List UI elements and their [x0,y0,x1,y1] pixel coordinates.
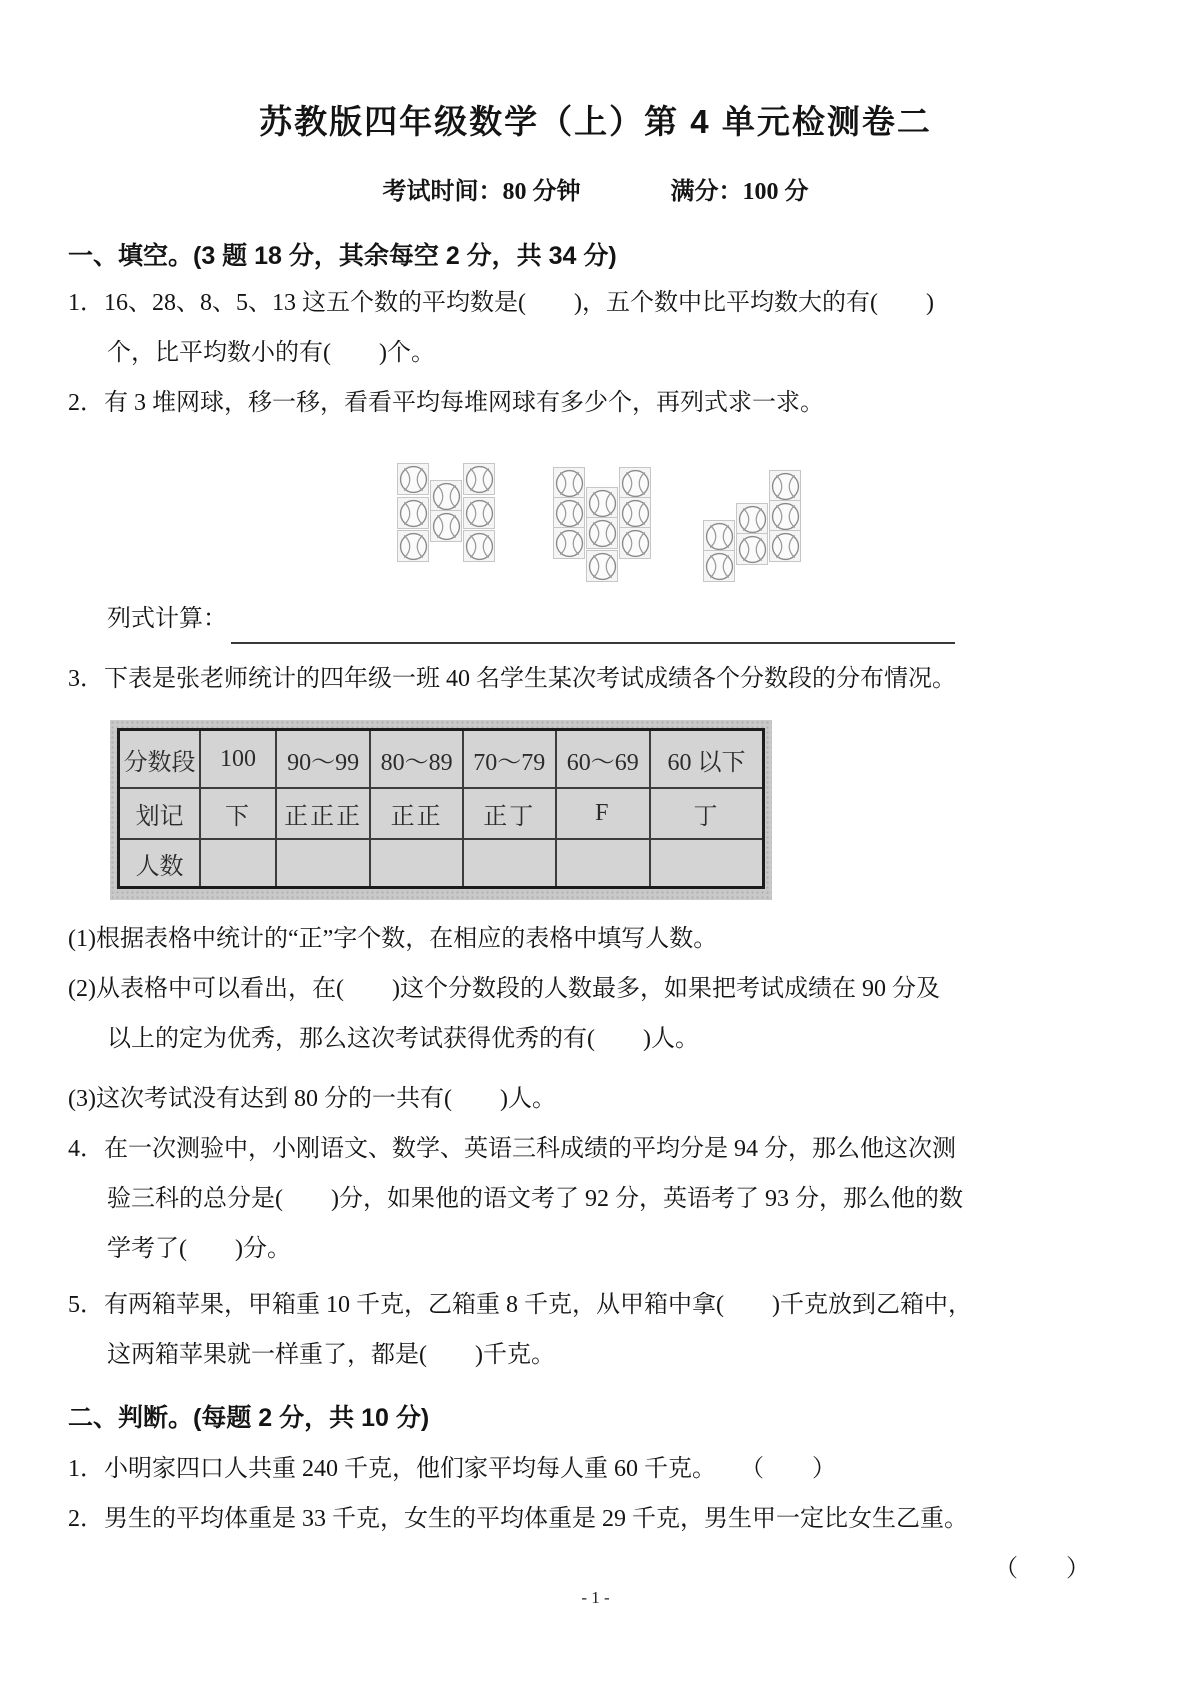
section-judge-heading: 二、判断。(每题 2 分，共 10 分) [68,1404,430,1432]
tally-cell: F [556,788,651,839]
tally-cell: 正丁 [463,788,556,839]
tennis-ball [553,527,585,559]
tennis-ball-pile-1 [397,430,499,588]
tennis-ball-icon [738,535,767,564]
tennis-ball-icon [588,519,617,548]
score-range-cell: 70～79 [463,730,556,789]
tennis-ball-icon [771,532,800,561]
score-range-cell: 60～69 [556,730,651,789]
tennis-ball-icon [465,499,494,528]
tennis-ball [397,497,429,529]
question-5-line-1: 5．有两箱苹果，甲箱重 10 千克，乙箱重 8 千克，从甲箱中拿( )千克放到乙箱中， [68,1292,972,1318]
tennis-ball-pile-2 [553,430,655,588]
tennis-ball [703,550,735,582]
calc-label: 列式计算： [107,606,227,632]
count-cell [200,839,276,888]
tennis-ball [769,530,801,562]
tennis-ball-icon [621,469,650,498]
tennis-ball-icon [588,489,617,518]
tennis-ball-icon [432,512,461,541]
tennis-ball-icon [465,532,494,561]
question-3: 3．下表是张老师统计的四年级一班 40 名学生某次考试成绩各个分数段的分布情况。 [68,666,956,692]
tennis-ball [769,500,801,532]
tennis-ball-icon [771,472,800,501]
question-3-sub-3: (3)这次考试没有达到 80 分的一共有( )人。 [68,1086,556,1112]
count-cell [276,839,371,888]
score-table [117,728,765,889]
question-1-line-1: 1．16、28、8、5、13 这五个数的平均数是( )，五个数中比平均数大的有( ) [68,290,934,316]
judge-2-line-1: 2．男生的平均体重是 33 千克，女生的平均体重是 29 千克，男生甲一定比女生乙重。 [68,1506,968,1532]
tennis-ball [430,510,462,542]
tennis-ball-icon [555,469,584,498]
score-range-cell: 80～89 [370,730,463,789]
tennis-ball [619,467,651,499]
tennis-ball-icon [621,499,650,528]
judge-2-answer: （ ） [994,1556,1090,1582]
tennis-ball-pile-3 [703,430,805,588]
tennis-ball-icon [432,482,461,511]
exam-time-label: 考试时间：80 分钟 [382,179,581,205]
tennis-ball [397,530,429,562]
paper-meta [68,171,1123,206]
count-row [119,839,764,888]
judge-1: 1．小明家四口人共重 240 千克，他们家平均每人重 60 千克。 （ ） [68,1456,836,1482]
tennis-ball [736,533,768,565]
page-number: - 1 - [581,1588,610,1607]
tally-cell: 下 [200,788,276,839]
tennis-balls-figure [68,430,1123,588]
tennis-ball [463,497,495,529]
tennis-ball-icon [555,529,584,558]
count-cell [370,839,463,888]
section-fill-heading: 一、填空。(3 题 18 分，其余每空 2 分，共 34 分) [68,242,617,270]
tennis-ball [703,520,735,552]
question-2: 2．有 3 堆网球，移一移，看看平均每堆网球有多少个，再列式求一求。 [68,390,824,416]
score-range-label-cell: 分数段 [119,730,201,789]
tennis-ball-icon [771,502,800,531]
tennis-ball [769,470,801,502]
score-table-header-row [119,730,764,789]
question-3-sub-1: (1)根据表格中统计的“正”字个数，在相应的表格中填写人数。 [68,926,718,952]
score-table-figure [110,720,772,900]
score-range-cell: 60 以下 [650,730,763,789]
tally-cell: 正正正 [276,788,371,839]
calc-line [68,594,1123,644]
tennis-ball [553,467,585,499]
tennis-ball-icon [465,465,494,494]
question-4-line-2: 验三科的总分是( )分，如果他的语文考了 92 分，英语考了 93 分，那么他的数 [107,1186,963,1212]
count-cell [556,839,651,888]
question-5-line-2: 这两箱苹果就一样重了，都是( )千克。 [107,1342,555,1368]
count-cell [650,839,763,888]
score-range-cell: 90～99 [276,730,371,789]
tally-row [119,788,764,839]
question-3-sub-2-line-2: 以上的定为优秀，那么这次考试获得优秀的有( )人。 [107,1026,699,1052]
tennis-ball [463,463,495,495]
question-3-sub-2-line-1: (2)从表格中可以看出，在( )这个分数段的人数最多，如果把考试成绩在 90 分及 [68,976,940,1002]
tennis-ball [619,527,651,559]
tennis-ball-icon [399,499,428,528]
score-range-cell: 100 [200,730,276,789]
question-4-line-1: 4．在一次测验中，小刚语文、数学、英语三科成绩的平均分是 94 分，那么他这次测 [68,1136,956,1162]
tennis-ball [463,530,495,562]
tennis-ball [619,497,651,529]
answer-blank-line [231,606,955,644]
tally-cell: 丁 [650,788,763,839]
tennis-ball-icon [738,505,767,534]
tennis-ball [586,550,618,582]
paper-title: 苏教版四年级数学（上）第 4 单元检测卷二 [259,103,932,140]
full-score-label: 满分：100 分 [670,179,809,205]
tennis-ball-icon [399,532,428,561]
tennis-ball-icon [555,499,584,528]
question-1-line-2: 个，比平均数小的有( )个。 [107,340,435,366]
count-cell [463,839,556,888]
tennis-ball [586,517,618,549]
tennis-ball [397,463,429,495]
tennis-ball-icon [705,552,734,581]
tennis-ball [586,487,618,519]
tennis-ball [553,497,585,529]
tally-cell: 正正 [370,788,463,839]
tennis-ball-icon [705,522,734,551]
count-label-cell: 人数 [119,839,201,888]
tennis-ball-icon [621,529,650,558]
tennis-ball-icon [588,552,617,581]
tennis-ball [736,503,768,535]
tennis-ball [430,480,462,512]
tally-label-cell: 划记 [119,788,201,839]
question-4-line-3: 学考了( )分。 [107,1236,291,1262]
tennis-ball-icon [399,465,428,494]
